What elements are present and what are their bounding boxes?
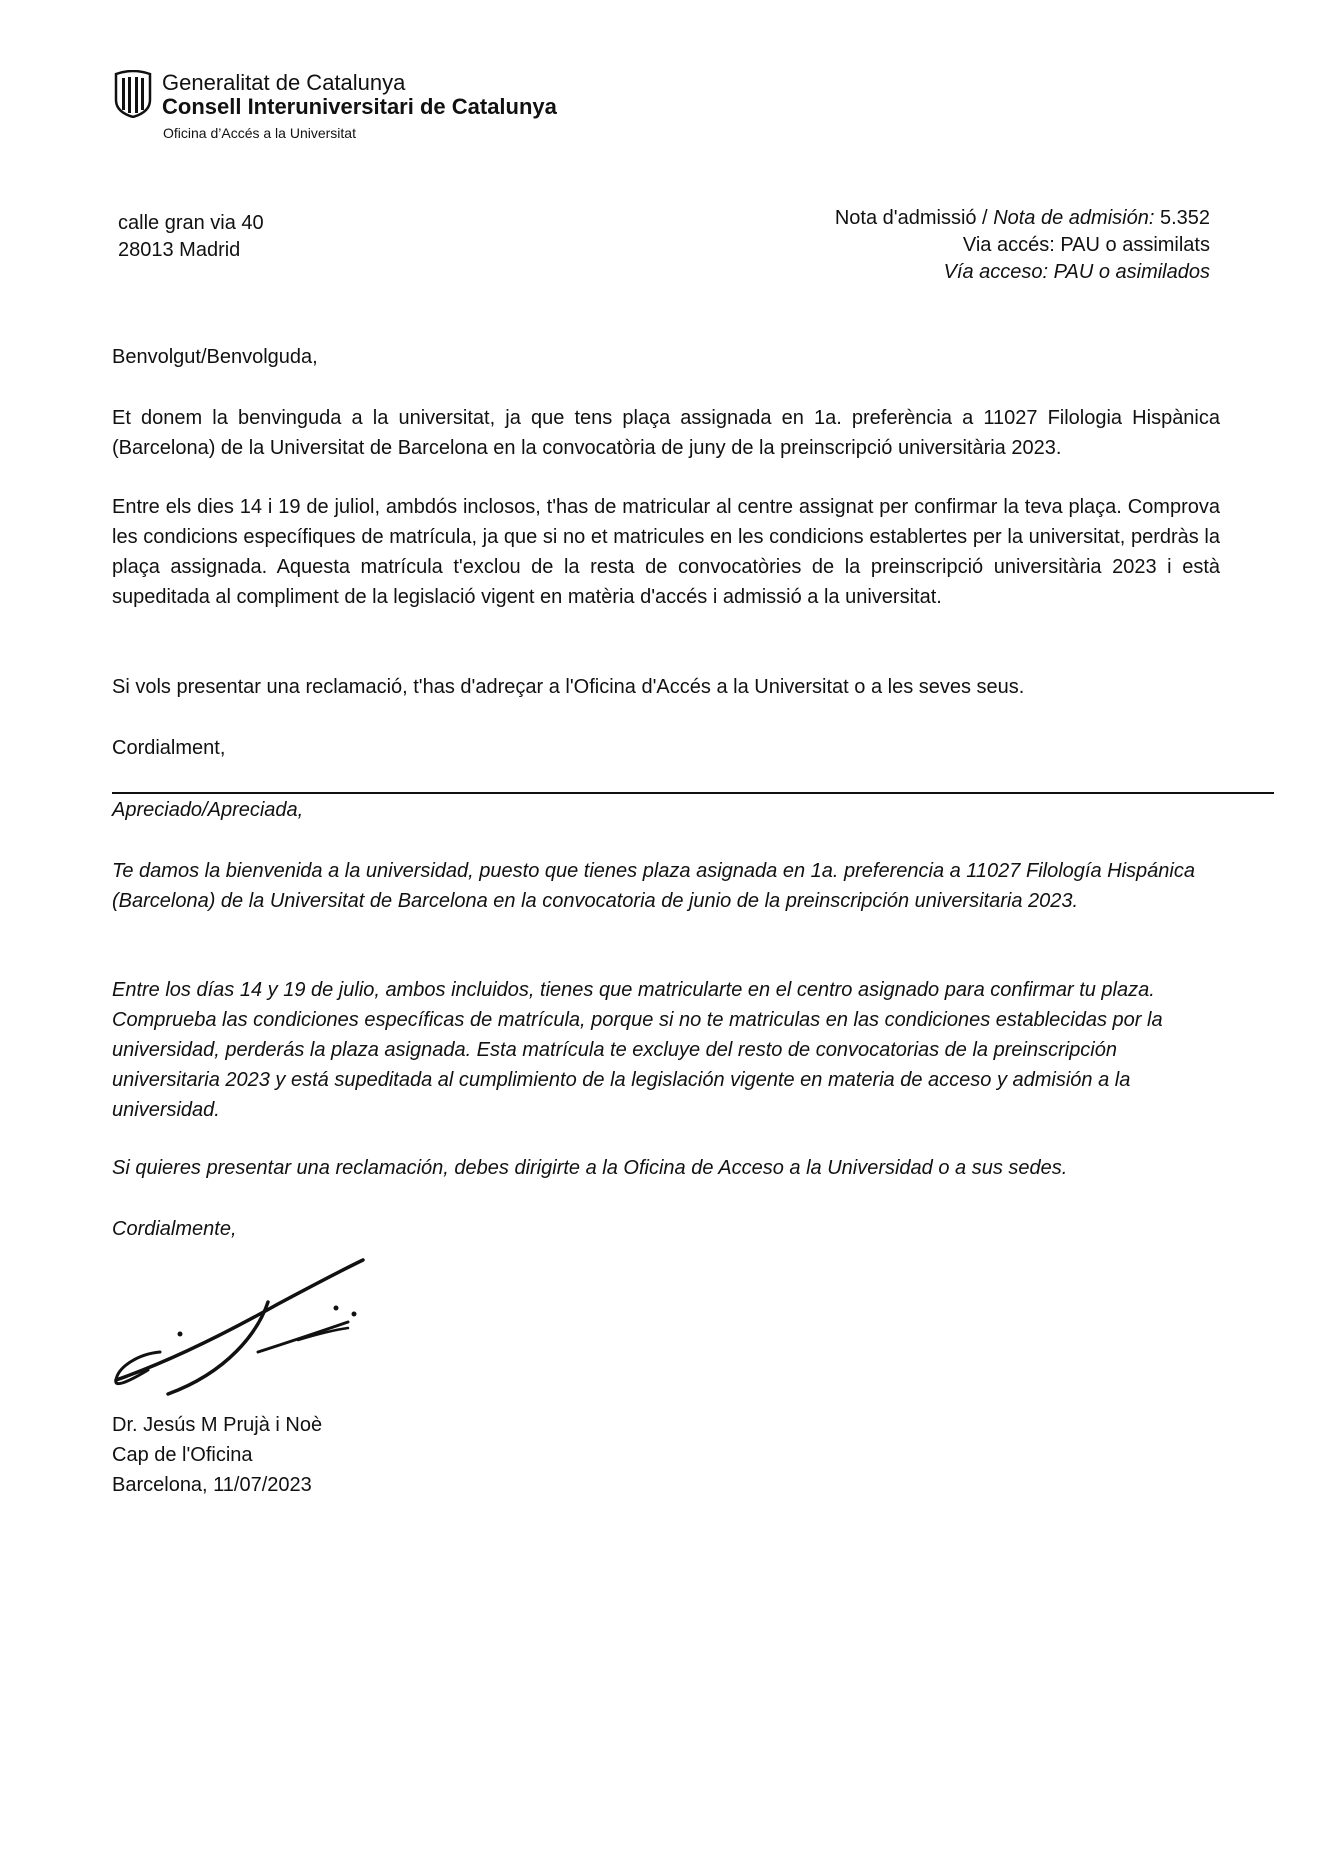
redacted-name: [118, 196, 264, 210]
greeting-ca: Benvolgut/Benvolguda,: [112, 346, 318, 368]
signer-block: [112, 1410, 322, 1500]
via-es-value: PAU o asimilados: [1048, 261, 1210, 283]
address-street: calle gran via 40: [118, 212, 264, 234]
nota-label-ca: Nota d'admissió /: [834, 207, 994, 229]
via-es-label: Vía acceso:: [943, 261, 1049, 283]
nota-value: 5.352: [1154, 207, 1210, 229]
paragraph-ca-2: Entre els dies 14 i 19 de juliol, ambdós inclosos, t'has de matricular al centre assignat per confirmar la teva plaça. Comprova les condicions específiques de matrícula, ja que si no et matricules en les condicions establertes per la universitat, perdràs la plaça assignada. Aquesta matrícula t'exclou de la resta de convocatòries de la preinscripció universitària 2023 i està supeditada al compliment de la legislació vigent en matèria d'accés i admissió a la universitat.: [112, 496, 1220, 608]
signer-name: Dr. Jesús M Prujà i Noè: [112, 1414, 323, 1436]
address-city: 28013 Madrid: [118, 239, 241, 261]
via-acceso-es: [835, 259, 1210, 286]
via-acces-ca: Via accés: PAU o assimilats: [962, 234, 1210, 256]
nota-admissio: [835, 205, 1210, 232]
section-divider: [112, 792, 1274, 794]
paragraph-ca-1: Et donem la benvinguda a la universitat, ja que tens plaça assignada en 1a. preferència a 11027 Filologia Hispànica (Barcelona) de la Universitat de Barcelona en la convocatòria de juny de la preinscripció universitària 2023.: [112, 407, 1220, 459]
paragraph-ca-3: Si vols presentar una reclamació, t'has d'adreçar a l'Oficina d'Accés a la Universitat o a les seves seus.: [112, 676, 1025, 698]
paragraph-es-1: Te damos la bienvenida a la universidad, puesto que tienes plaza asignada en 1a. preferencia a 11027 Filología Hispánica (Barcelona) de la Universitat de Barcelona en la convocatoria de junio de la preinscripción universitaria 2023.: [112, 860, 1195, 912]
nota-label-es: Nota de admisión:: [993, 207, 1155, 229]
closing-ca: Cordialment,: [112, 737, 226, 759]
signer-place-date: Barcelona, 11/07/2023: [112, 1474, 312, 1496]
paragraph-es-3: Si quieres presentar una reclamación, debes dirigirte a la Oficina de Acceso a la Universidad o a sus sedes.: [112, 1157, 1068, 1179]
admission-info: [835, 205, 1210, 286]
header-consell: Consell Interuniversitari de Catalunya: [162, 94, 557, 119]
generalitat-logo-icon: [112, 70, 154, 118]
recipient-address: [118, 204, 264, 264]
header-oficina: Oficina d’Accés a la Universitat: [163, 125, 356, 141]
signer-role: Cap de l'Oficina: [112, 1444, 253, 1466]
closing-es: Cordialmente,: [112, 1218, 237, 1240]
greeting-es: Apreciado/Apreciada,: [112, 799, 304, 821]
paragraph-es-2: Entre los días 14 y 19 de julio, ambos incluidos, tienes que matricularte en el centro asignado para confirmar tu plaza. Comprueba las condiciones específicas de matrícula, porque si no te matriculas en las condiciones establecidas por la universidad, perderás la plaza asignada. Esta matrícula te excluye del resto de convocatorias de la preinscripción universitaria 2023 y está supeditada al cumplimiento de la legislación vigente en materia de acceso y admisión a la universidad.: [112, 979, 1163, 1121]
header-generalitat: Generalitat de Catalunya: [162, 70, 406, 95]
signature-icon: [108, 1252, 388, 1412]
